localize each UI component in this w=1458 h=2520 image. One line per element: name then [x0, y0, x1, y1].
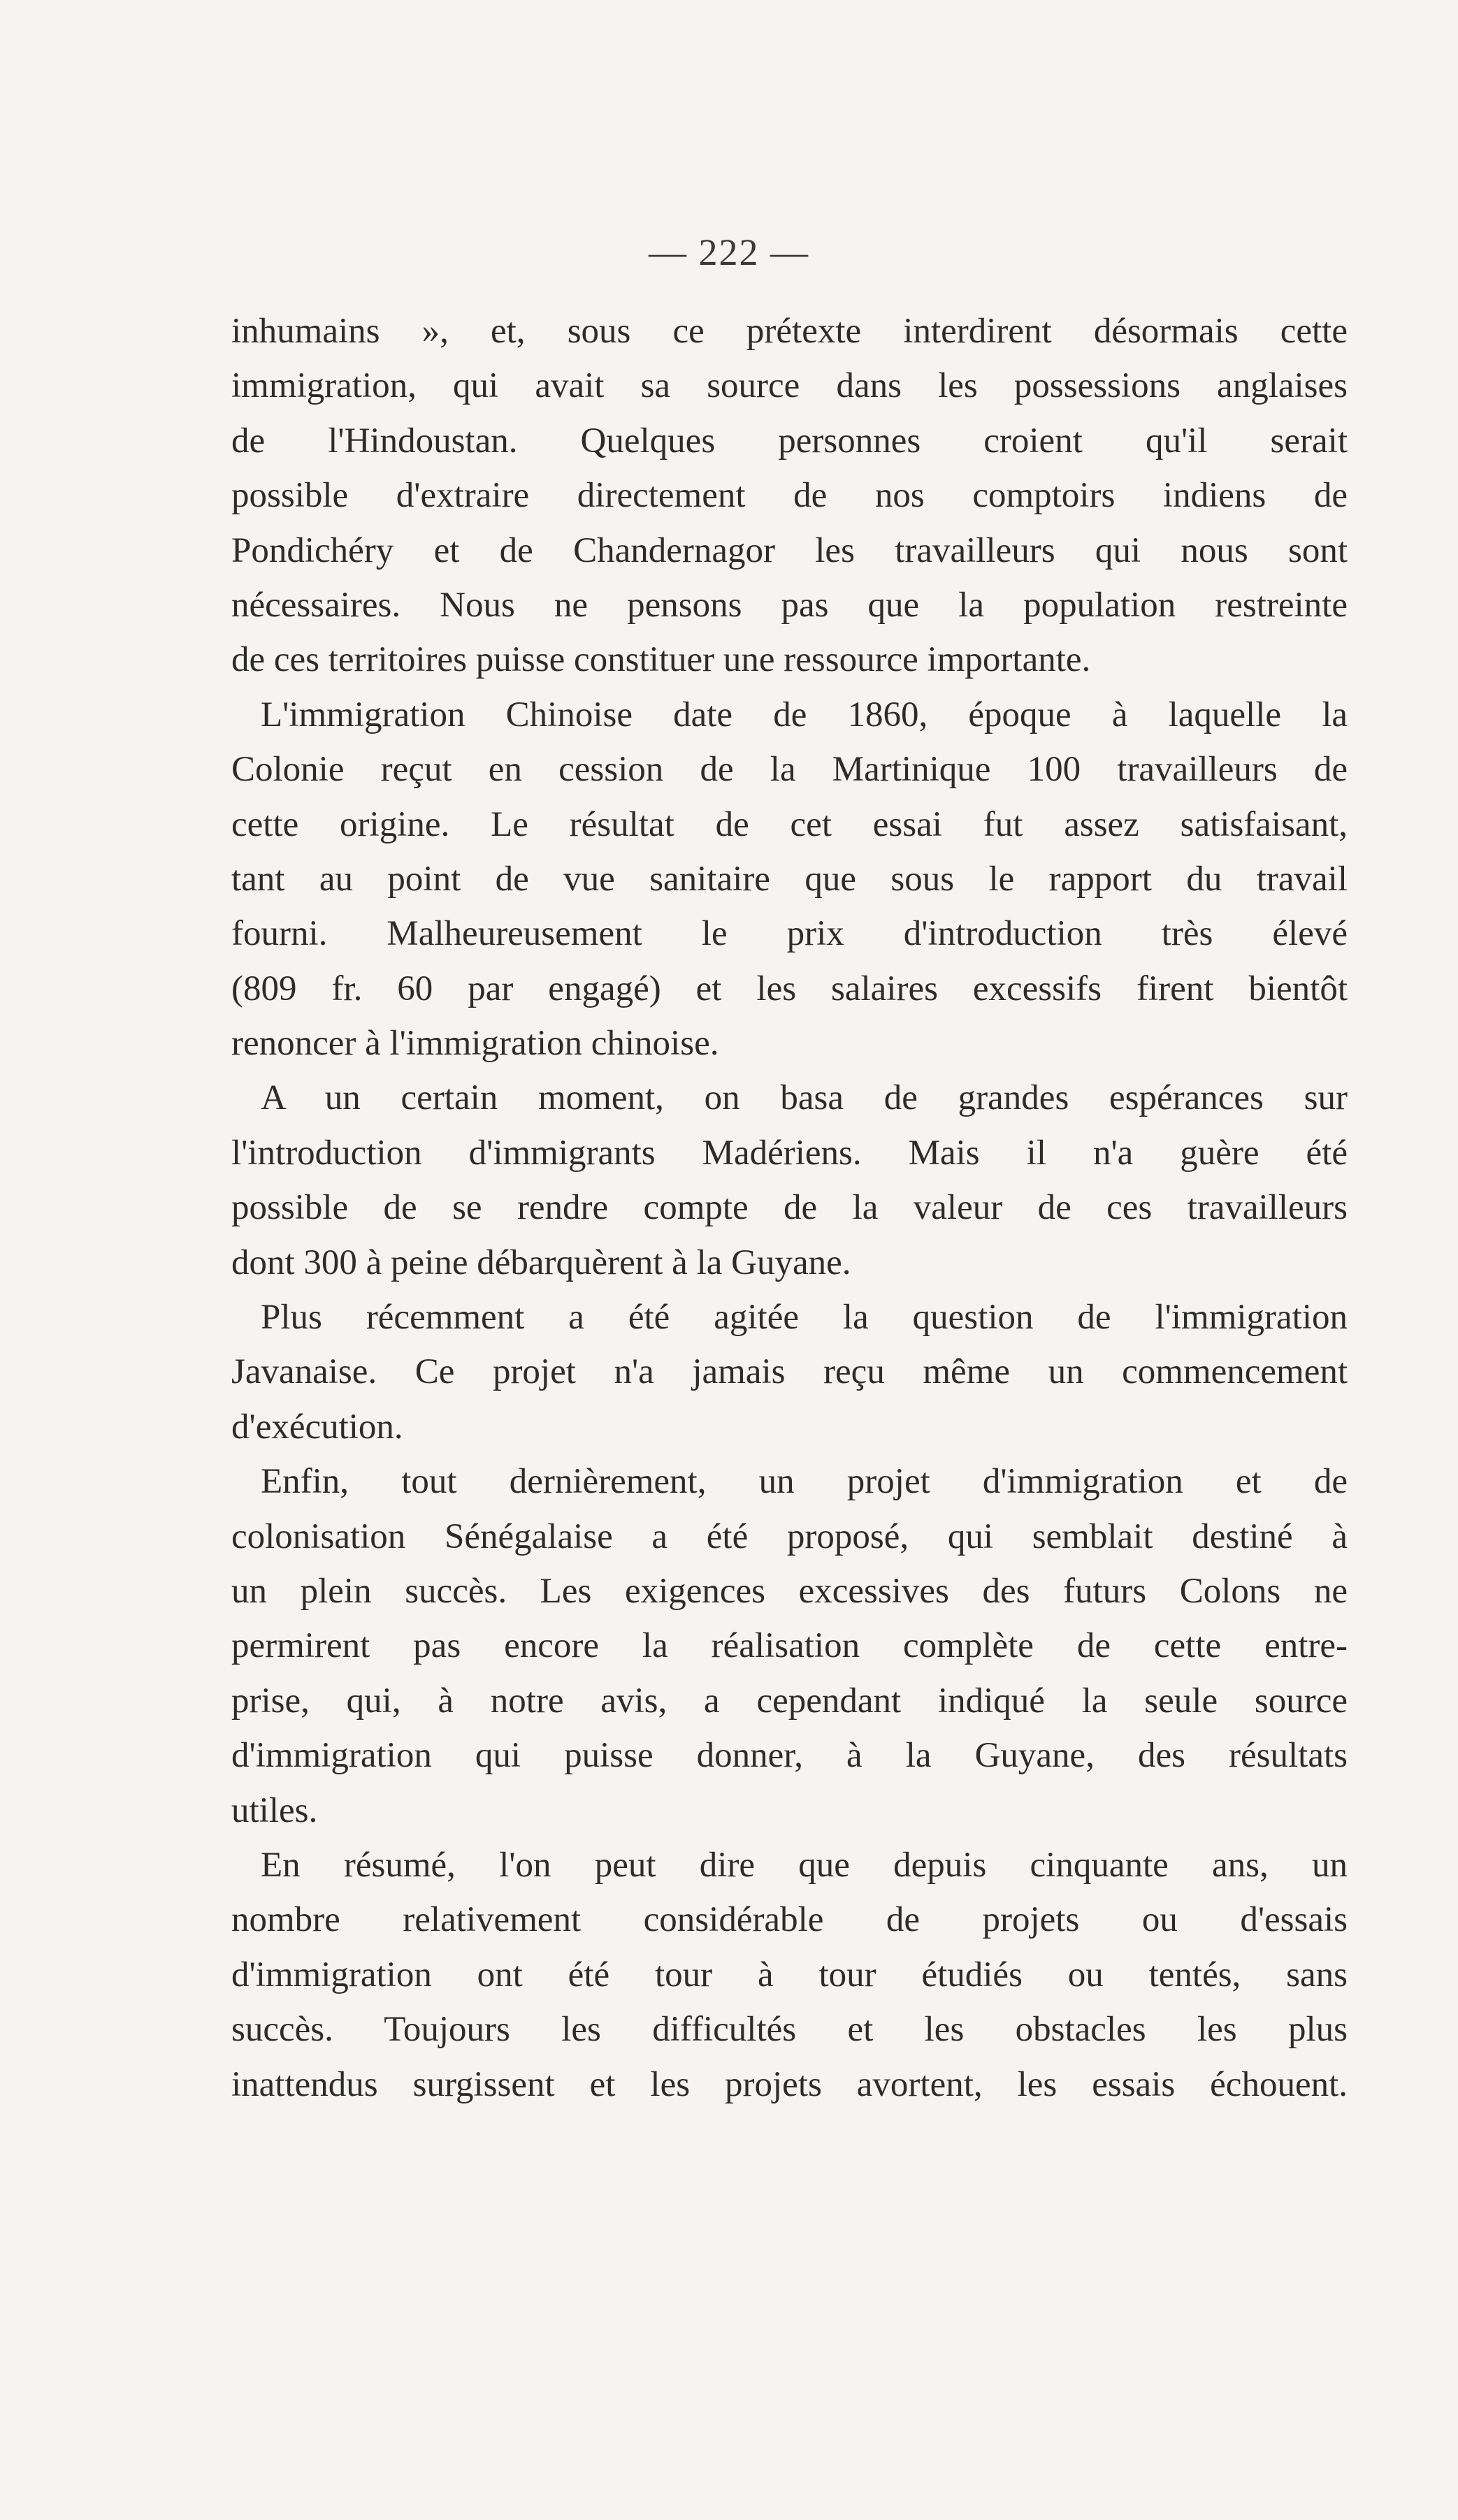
text-line: possible d'extraire directement de nos comptoirs indiens de — [231, 476, 1348, 516]
text-line: nécessaires. Nous ne pensons pas que la population restreinte — [231, 585, 1348, 625]
text-line: cette origine. Le résultat de cet essai fut assez satisfaisant, — [231, 804, 1348, 844]
text-line: immigration, qui avait sa source dans les possessions anglaises — [231, 366, 1348, 406]
text-line: l'introduction d'immigrants Madériens. Mais il n'a guère été — [231, 1133, 1348, 1173]
text-line: inattendus surgissent et les projets avortent, les essais échouent. — [231, 2064, 1348, 2104]
page-number: — 222 — — [649, 231, 809, 273]
text-line: Colonie reçut en cession de la Martinique 100 travailleurs de — [231, 750, 1348, 790]
text-line: colonisation Sénégalaise a été proposé, qui semblait destiné à — [231, 1516, 1348, 1556]
text-line: de ces territoires puisse constituer une ressource importante. — [231, 640, 1091, 680]
text-line: prise, qui, à notre avis, a cependant indiqué la seule source — [231, 1681, 1348, 1721]
text-line: L'immigration Chinoise date de 1860, époque à laquelle la — [261, 695, 1348, 734]
text-line: nombre relativement considérable de projets ou d'essais — [231, 1900, 1348, 1940]
text-line: Enfin, tout dernièrement, un projet d'immigration et de — [261, 1462, 1348, 1502]
text-line: d'immigration qui puisse donner, à la Guyane, des résultats — [231, 1736, 1348, 1776]
body-text — [231, 304, 1348, 2112]
text-line: renoncer à l'immigration chinoise. — [231, 1024, 719, 1064]
text-line: dont 300 à peine débarquèrent à la Guyane. — [231, 1243, 851, 1282]
text-line: d'immigration ont été tour à tour étudiés ou tentés, sans — [231, 1955, 1348, 1994]
text-line: Pondichéry et de Chandernagor les travailleurs qui nous sont — [231, 530, 1348, 570]
paragraph — [231, 1454, 1348, 1838]
paragraph — [231, 1290, 1348, 1454]
paragraph — [231, 688, 1348, 1071]
text-line: possible de se rendre compte de la valeur de ces travailleurs — [231, 1188, 1348, 1228]
text-line: fourni. Malheureusement le prix d'introduction très élevé — [231, 914, 1348, 954]
text-line: Plus récemment a été agitée la question de l'immigration — [261, 1298, 1348, 1338]
text-line: permirent pas encore la réalisation complète de cette entre- — [231, 1626, 1348, 1666]
text-line: Javanaise. Ce projet n'a jamais reçu même un commencement — [231, 1352, 1348, 1392]
text-line: de l'Hindoustan. Quelques personnes croient qu'il serait — [231, 421, 1348, 461]
text-line: un plein succès. Les exigences excessives des futurs Colons ne — [231, 1571, 1348, 1611]
text-line: utiles. — [231, 1790, 318, 1830]
text-line: En résumé, l'on peut dire que depuis cinquante ans, un — [261, 1845, 1348, 1885]
paragraph — [231, 1071, 1348, 1290]
paragraph — [231, 304, 1348, 688]
text-line: tant au point de vue sanitaire que sous le rapport du travail — [231, 859, 1348, 899]
text-line: inhumains », et, sous ce prétexte interdirent désormais cette — [231, 312, 1348, 351]
text-line: d'exécution. — [231, 1407, 403, 1447]
text-line: succès. Toujours les difficultés et les obstacles les plus — [231, 2010, 1348, 2050]
text-line: A un certain moment, on basa de grandes espérances sur — [261, 1078, 1348, 1118]
paragraph — [231, 1838, 1348, 2112]
text-line: (809 fr. 60 par engagé) et les salaires excessifs firent bientôt — [231, 969, 1348, 1008]
